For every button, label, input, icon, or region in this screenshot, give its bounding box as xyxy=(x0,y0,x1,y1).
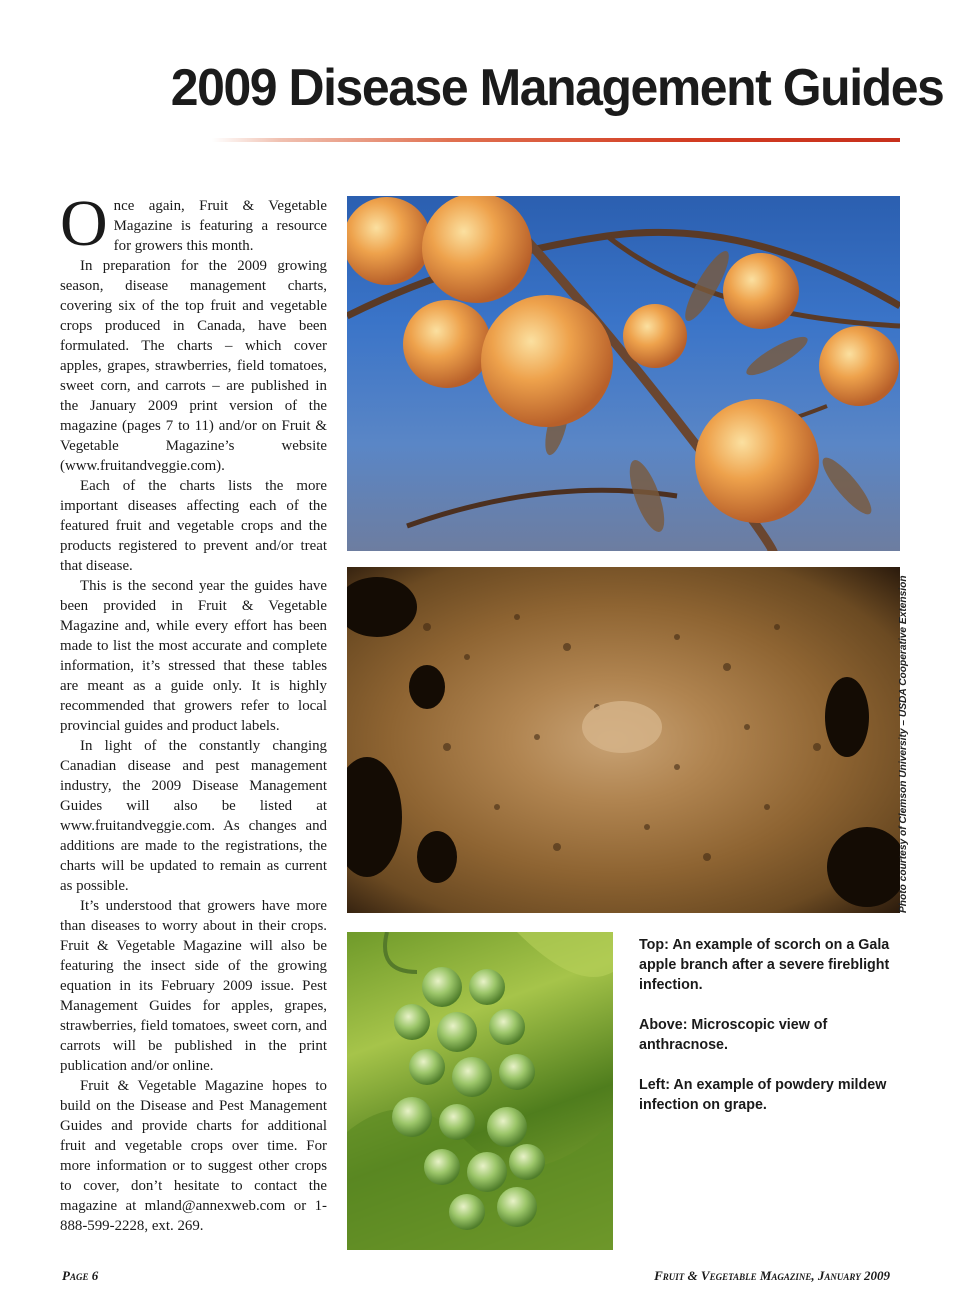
drop-cap: O xyxy=(60,187,108,260)
caption-left: Left: An example of powdery mildew infection on grape. xyxy=(639,1077,887,1113)
article-paragraph: Each of the charts lists the more important diseases affecting each of the featured fruit and vegetable crops and the products registered to prevent and/or treat that disease. xyxy=(60,478,327,574)
publication-info: Fruit & Vegetable Magazine, January 2009 xyxy=(654,1268,890,1283)
apple-branch-photo xyxy=(347,196,900,551)
grape-mildew-photo xyxy=(347,932,613,1250)
lead-text: nce again, Fruit & Vegetable Magazine is featuring a resource for growers this month. xyxy=(113,198,327,254)
title-divider xyxy=(212,138,900,142)
caption-above: Above: Microscopic view of anthracnose. xyxy=(639,1017,828,1053)
caption-top: Top: An example of scorch on a Gala apple branch after a severe fireblight infection. xyxy=(639,937,890,993)
page-title: 2009 Disease Management Guides xyxy=(170,59,944,117)
article-paragraph: In preparation for the 2009 growing season, disease management charts, covering six of the top fruit and vegetable crops produced in Canada, have been formulated. The charts – which cover apples, grapes, strawberries, field tomatoes, sweet corn, and carrots – are published in the January 2009 print version of the magazine (pages 7 to 11) and/or on Fruit & Vegetable Magazine’s website (www.fruitandveggie.com). xyxy=(60,258,327,474)
photo-credit: Photo courtesy of Clemson University – USDA Cooperative Extension xyxy=(898,575,909,913)
article-paragraph: This is the second year the guides have been provided in Fruit & Vegetable Magazine and, while every effort has been made to list the most accurate and complete information, it’s stressed that these tables are meant as a guide only. It is highly recommended that growers refer to local provincial guides and product labels. xyxy=(60,578,327,734)
anthracnose-micro-photo xyxy=(347,567,900,913)
article-paragraph: In light of the constantly changing Canadian disease and pest management industry, the 2009 Disease Management Guides will also be listed at www.fruitandveggie.com. As changes and additions are made to the registrations, the charts will be updated to remain as current as possible. xyxy=(60,738,327,894)
article-body xyxy=(60,187,327,1236)
page-number: Page 6 xyxy=(62,1268,99,1283)
article-paragraph: It’s understood that growers have more than diseases to worry about in their crops. Fruit & Vegetable Magazine will also be featuring the insect side of the growing equation in its February 2009 issue. Pest Management Guides for apples, grapes, strawberries, field tomatoes, sweet corn, and carrots will be published in the print publication and/or online. xyxy=(60,898,327,1074)
article-paragraph xyxy=(60,187,327,260)
photo-captions xyxy=(639,935,909,1135)
article-paragraph: Fruit & Vegetable Magazine hopes to build on the Disease and Pest Management Guides and provide charts for additional fruit and vegetable crops over time. For more information or to suggest other crops to cover, don’t hesitate to contact the magazine at mland@annexweb.com or 1-888-599-2228, ext. 269. xyxy=(60,1078,327,1234)
